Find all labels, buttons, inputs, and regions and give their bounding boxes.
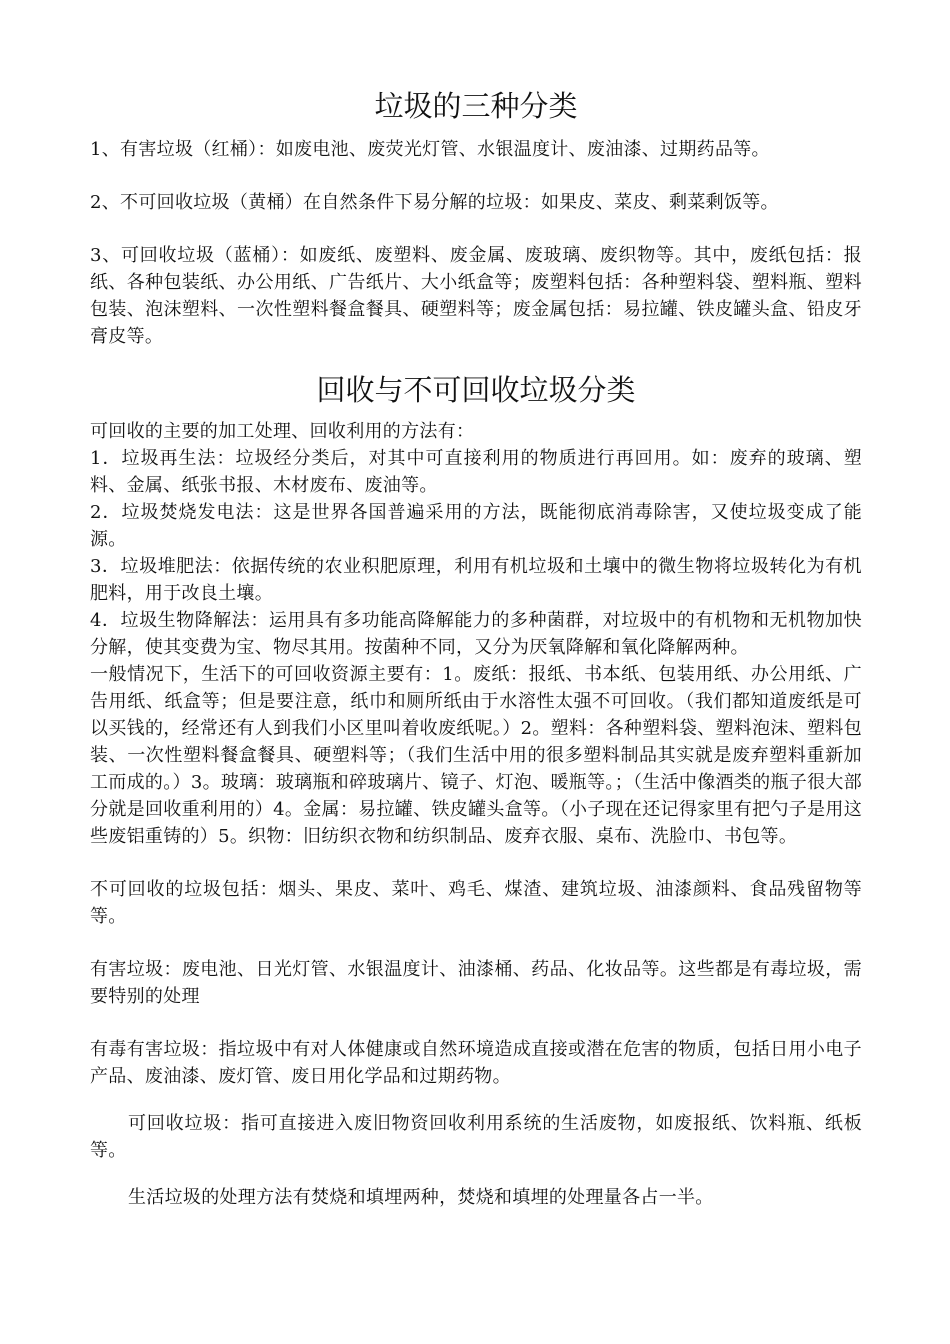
- section-title-three-categories: 垃圾的三种分类: [374, 89, 578, 123]
- method-4: 4．垃圾生物降解法：运用具有多功能高降解能力的多种菌群，对垃圾中的有机物和无机物加快分解，使其变费为宝、物尽其用。按菌种不同，又分为厌氧降解和氧化降解两种。: [90, 610, 862, 658]
- paragraph-hazardous: 1、有害垃圾（红桶）：如废电池、废荧光灯管、水银温度计、废油漆、过期药品等。: [90, 139, 770, 160]
- harmful-list: 有害垃圾：废电池、日光灯管、水银温度计、油漆桶、药品、化妆品等。这些都是有毒垃圾，需要特别的处理: [90, 959, 862, 1007]
- method-1: 1．垃圾再生法：垃圾经分类后，对其中可直接利用的物质进行再回用。如：废弃的玻璃、塑料、金属、纸张书报、木材废布、废油等。: [90, 448, 862, 496]
- methods-intro: 可回收的主要的加工处理、回收利用的方法有：: [90, 421, 475, 442]
- non-recyclable-list: 不可回收的垃圾包括：烟头、果皮、菜叶、鸡毛、煤渣、建筑垃圾、油漆颜料、食品残留物等等。: [90, 879, 862, 927]
- paragraph-recyclable: 3、可回收垃圾（蓝桶）：如废纸、废塑料、废金属、废玻璃、废织物等。其中，废纸包括：报纸、各种包装纸、办公用纸、广告纸片、大小纸盒等；废塑料包括：各种塑料袋、塑料瓶、塑料包装、泡沫塑料、一次性塑料餐盒餐具、硬塑料等；废金属包括：易拉罐、铁皮罐头盒、铅皮牙膏皮等。: [90, 245, 862, 347]
- general-recyclables: 一般情况下，生活下的可回收资源主要有：1。废纸：报纸、书本纸、包装用纸、办公用纸、广告用纸、纸盒等；但是要注意，纸巾和厕所纸由于水溶性太强不可回收。（我们都知道废纸是可以买钱的，经常还有人到我们小区里叫着收废纸呢。）2。塑料：各种塑料袋、塑料泡沫、塑料包装、一次性塑料餐盒餐具、硬塑料等；（我们生活中用的很多塑料制品其实就是废弃塑料重新加工而成的。）3。玻璃：玻璃瓶和碎玻璃片、镜子、灯泡、暖瓶等。；（生活中像酒类的瓶子很大部分就是回收重利用的）4。金属：易拉罐、铁皮罐头盒等。（小子现在还记得家里有把勺子是用这些废铝重铸的）5。织物：旧纺织衣物和纺织制品、废弃衣服、桌布、洗脸巾、书包等。: [90, 664, 862, 847]
- toxic-definition: 有毒有害垃圾：指垃圾中有对人体健康或自然环境造成直接或潜在危害的物质，包括日用小电子产品、废油漆、废灯管、废日用化学品和过期药物。: [90, 1039, 862, 1087]
- method-3: 3．垃圾堆肥法：依据传统的农业积肥原理，利用有机垃圾和土壤中的微生物将垃圾转化为有机肥料，用于改良土壤。: [90, 556, 862, 604]
- section-title-recycling: 回收与不可回收垃圾分类: [316, 373, 636, 407]
- document-page: [90, 84, 862, 1211]
- method-2: 2．垃圾焚烧发电法：这是世界各国普遍采用的方法，既能彻底消毒除害，又使垃圾变成了能源。: [90, 502, 862, 550]
- paragraph-non-recyclable: 2、不可回收垃圾（黄桶）在自然条件下易分解的垃圾：如果皮、菜皮、剩菜剩饭等。: [90, 192, 779, 213]
- processing-methods: 生活垃圾的处理方法有焚烧和填埋两种，焚烧和填埋的处理量各占一半。: [128, 1187, 714, 1208]
- recyclable-definition: 可回收垃圾：指可直接进入废旧物资回收利用系统的生活废物，如废报纸、饮料瓶、纸板等。: [90, 1113, 862, 1161]
